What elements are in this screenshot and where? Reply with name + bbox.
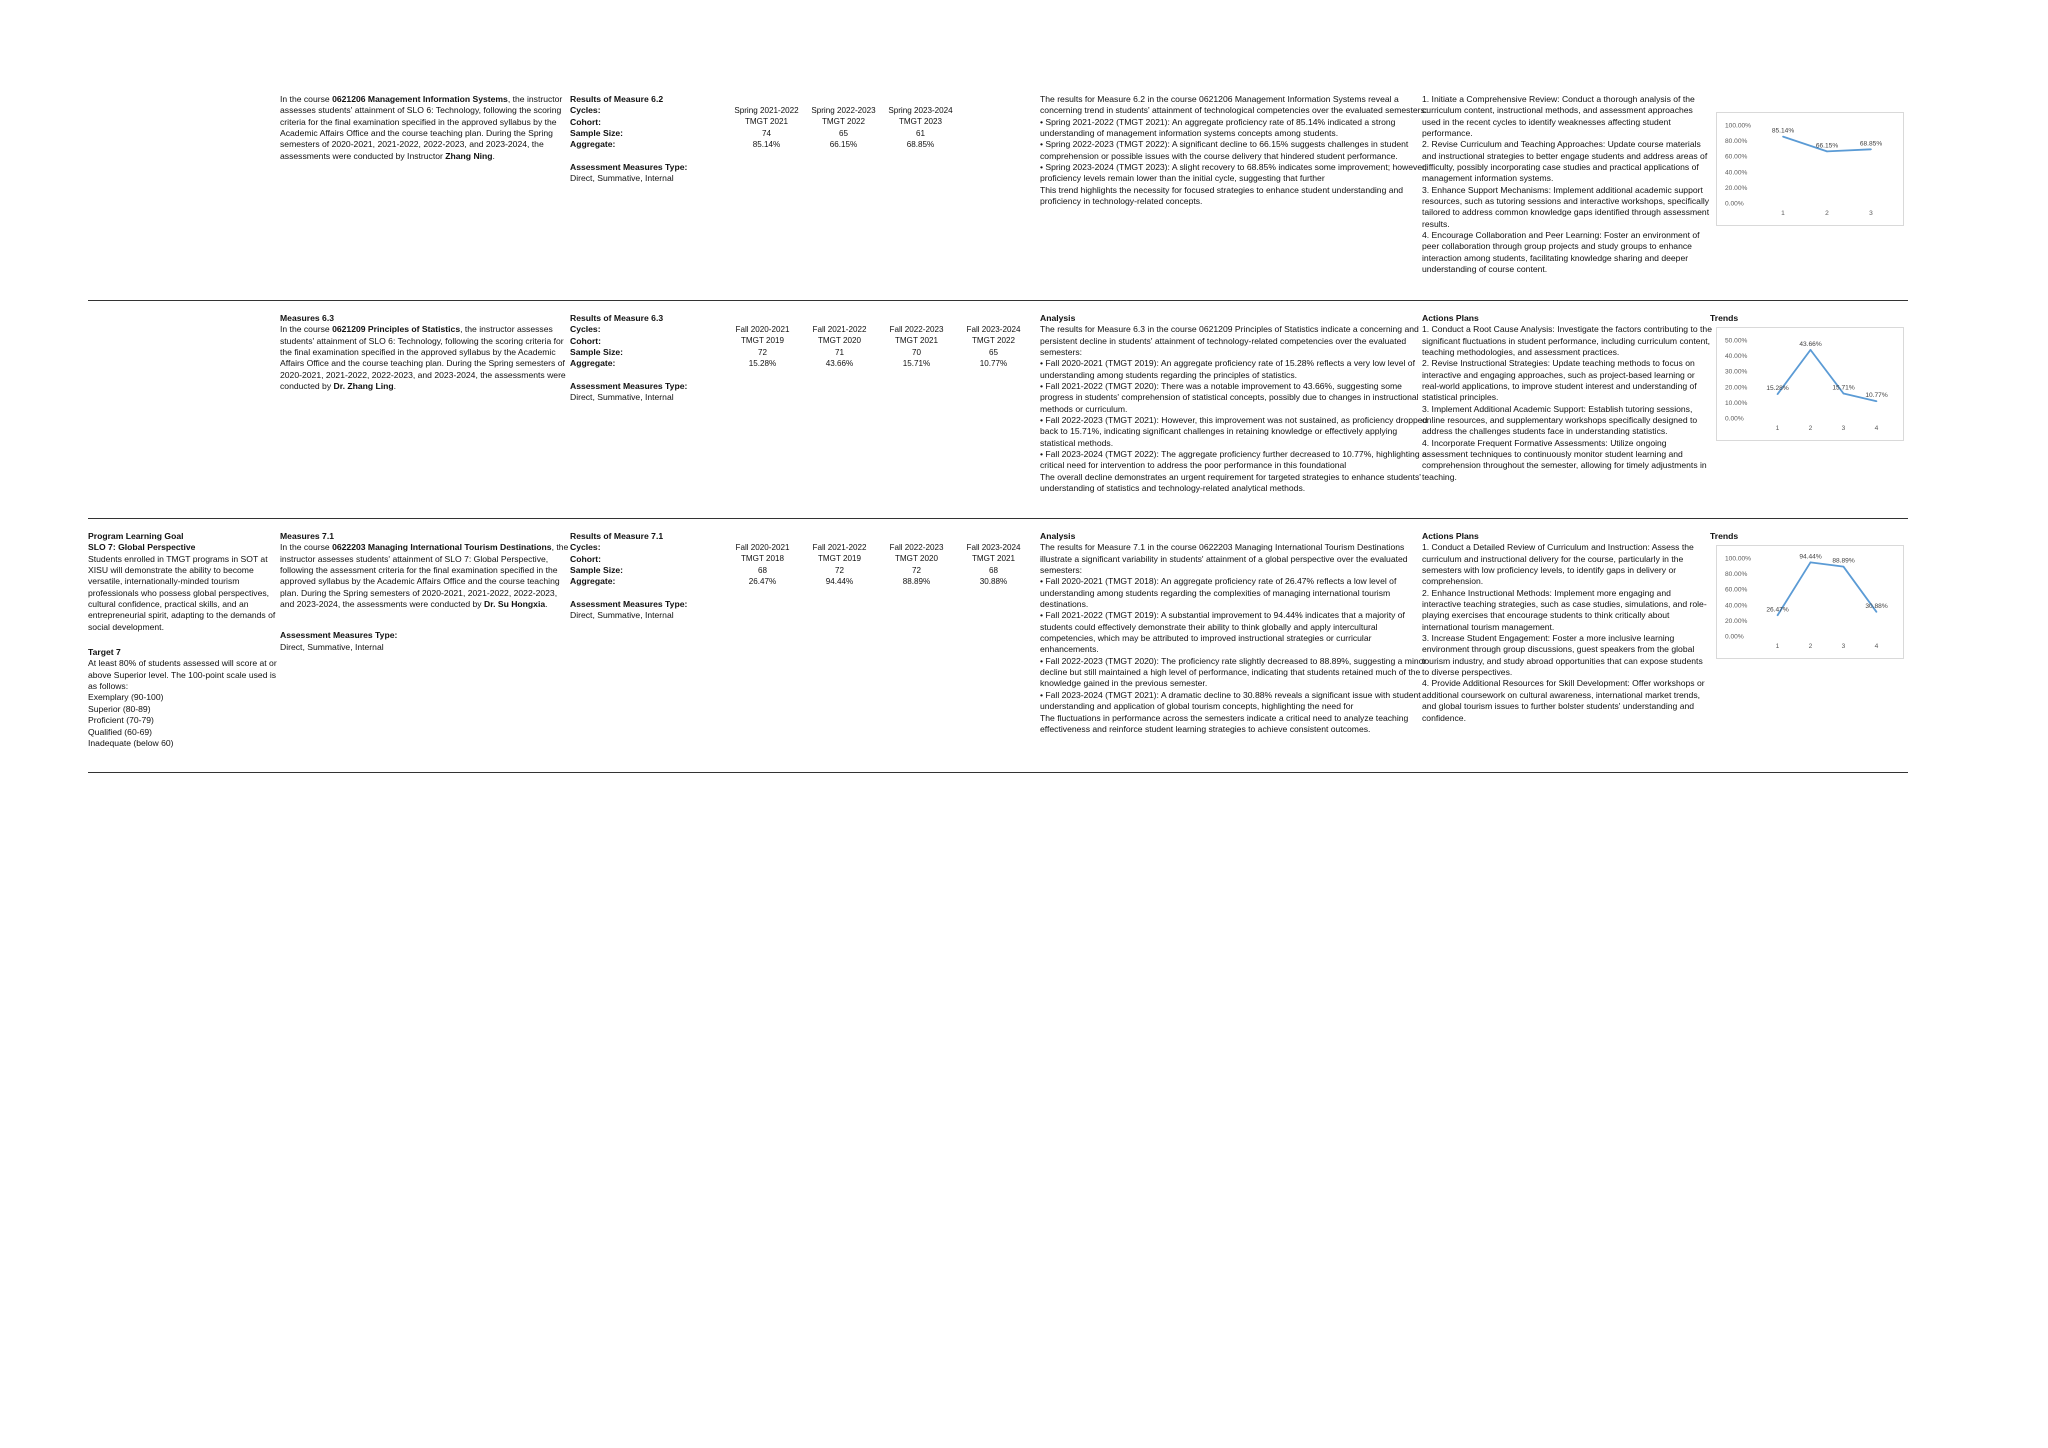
cycle-cell: Spring 2022-2023: [811, 106, 876, 115]
data-label: 26.47%: [1766, 606, 1789, 614]
data-point: [1810, 349, 1812, 351]
x-tick-label: 1: [1781, 210, 1785, 217]
data-label: 43.66%: [1799, 340, 1822, 348]
data-point: [1843, 393, 1845, 395]
cycle-cell: Fall 2023-2024: [966, 325, 1021, 334]
trends-title: Trends: [1710, 313, 1739, 323]
data-point: [1876, 400, 1878, 402]
y-tick-label: 0.00%: [1725, 200, 1744, 208]
aggregate-cell: 43.66%: [825, 359, 854, 369]
y-tick-label: 20.00%: [1725, 617, 1748, 625]
aggregate-label: Aggregate:: [570, 576, 616, 587]
assessment-type-title: Assessment Measures Type:: [280, 630, 398, 641]
analysis-paragraph: The overall decline demonstrates an urgent requirement for targeted strategies to enhance students' understanding of statistics and technology-related analytical methods.: [1040, 471, 1421, 494]
action-item: 2. Enhance Instructional Methods: Implement more engaging and interactive teaching strategies, such as case studies, simulations, and role-playing exercises that encourage students to think critically about international tourism management.: [1422, 587, 1707, 632]
trends-title: Trends: [1710, 531, 1739, 541]
data-label: 10.77%: [1865, 392, 1888, 400]
aggregate-cell: 94.44%: [825, 577, 854, 587]
trend-chart: [1716, 112, 1904, 226]
data-point: [1777, 393, 1779, 395]
y-tick-label: 100.00%: [1725, 122, 1752, 130]
sample-cell: 65: [838, 128, 848, 138]
cohort-cell: TMGT 2022: [971, 336, 1016, 346]
aggregate-cell: 88.89%: [902, 577, 931, 587]
measure-text: , the instructor assesses students' attainment of SLO 6: Technology, following the scoring criteria for the final examination specified in the approved syllabus by the Academic Affairs Office and the course teaching plan. During the Spring semesters of 2020-2021, 2021-2022, 2022-2023, and 2023-2024, the assessments were conducted by Instructor: [280, 94, 563, 161]
data-point: [1843, 566, 1845, 568]
aggregate-cell: 15.71%: [902, 359, 931, 369]
scale-item: Proficient (70-79): [88, 715, 154, 726]
trend-chart-svg: [1717, 546, 1903, 658]
data-label: 85.14%: [1771, 127, 1795, 135]
x-tick-label: 2: [1808, 643, 1813, 650]
target-title: Target 7: [88, 647, 121, 658]
action-item: 1. Conduct a Root Cause Analysis: Investigate the factors contributing to the significant fluctuations in student performance, including curriculum content, teaching methodologies, and assessment practices.: [1422, 324, 1712, 358]
goal-title: Program Learning Goal: [88, 531, 184, 541]
slo-title: SLO 7: Global Perspective: [88, 542, 196, 553]
action-item: 1. Conduct a Detailed Review of Curriculum and Instruction: Assess the curriculum and instructional delivery for the course, particularly in the semesters with low proficiency levels, to identify gaps in delivery or comprehension.: [1422, 542, 1694, 587]
data-label: 66.15%: [1815, 142, 1839, 150]
sample-cell: 72: [757, 347, 767, 357]
trend-chart: [1716, 327, 1904, 441]
series-line: [1778, 562, 1877, 615]
analysis-paragraph: • Fall 2020-2021 (TMGT 2019): An aggregate proficiency rate of 15.28% reflects a very low level of understanding among students regarding the principles of statistics.: [1040, 358, 1415, 380]
data-label: 68.85%: [1859, 140, 1883, 148]
analysis-title: Analysis: [1040, 531, 1076, 541]
measure-text: In the course: [280, 94, 333, 104]
actions-section: [1422, 313, 1712, 483]
goal-text: Students enrolled in TMGT programs in SOT at XISU will demonstrate the ability to become versatile, internationally-minded tourism professionals who possess global perspectives, cultural confidence, practical skills, and an entrepreneurial spirit, adapting to the demands of social development.: [88, 553, 276, 632]
analysis-paragraph: • Fall 2021-2022 (TMGT 2020): There was a notable improvement to 43.66%, suggesting some progress in students' comprehension of statistical concepts, possibly due to changes in instructional methods or curriculum.: [1040, 381, 1419, 414]
action-item: 2. Revise Curriculum and Teaching Approaches: Update course materials and instructional strategies to better engage students and address areas of difficulty, possibly incorporating case studies and practical applications of management information systems.: [1422, 139, 1708, 184]
analysis-paragraph: • Fall 2022-2023 (TMGT 2021): However, this improvement was not sustained, as proficiency dropped back to 15.71%, indicating significant challenges in retaining knowledge or effectively applying statistical methods.: [1040, 415, 1428, 448]
sample-cell: 70: [911, 347, 921, 357]
x-tick-label: 4: [1874, 643, 1879, 650]
sample-cell: 72: [834, 565, 844, 575]
data-point: [1777, 615, 1779, 617]
scale-item: Inadequate (below 60): [88, 737, 174, 748]
y-tick-label: 20.00%: [1725, 184, 1748, 192]
course-name: 0621206 Management Information Systems: [332, 94, 508, 104]
measure-text: , the instructor assesses students' attainment of SLO 7: Global Perspective, following the assessment criteria for the final examination specified in the approved syllabus by the Academic Affairs Office and the course teaching plan. During the Spring semesters of 2020-2021, 2021-2022, 2022-2023, and 2023-2024, the assessments were conducted by: [280, 542, 569, 610]
data-point: [1870, 148, 1872, 150]
cohort-label: Cohort:: [570, 116, 602, 127]
aggregate-cell: 26.47%: [748, 577, 777, 587]
measure-6-3-row: [88, 313, 1908, 513]
action-item: 4. Incorporate Frequent Formative Assessments: Utilize ongoing assessment techniques to continuously monitor student learning and comprehension throughout the semester, allowing for timely adjustments in teaching.: [1422, 437, 1707, 482]
action-item: 3. Enhance Support Mechanisms: Implement additional academic support resources, such as tutoring sessions and interactive workshops, specifically tailored to address common knowledge gaps identified through assessment results.: [1422, 184, 1710, 229]
cycle-cell: Spring 2023-2024: [888, 106, 953, 115]
analysis-paragraph: • Fall 2021-2022 (TMGT 2019): A substantial improvement to 94.44% indicates that a majority of students could effectively demonstrate their ability to think globally and apply intercultural competencies, which may be attributed to improved instructional strategies or curricular enhancements.: [1040, 610, 1405, 655]
series-line: [1778, 350, 1877, 401]
results-title: Results of Measure 6.2: [570, 94, 664, 104]
aggregate-label: Aggregate:: [570, 139, 616, 150]
scale-item: Qualified (60-69): [88, 726, 153, 737]
row-divider: [88, 518, 1908, 519]
cohort-cell: TMGT 2021: [971, 554, 1016, 564]
x-tick-label: 2: [1808, 425, 1813, 432]
course-name: 0621209 Principles of Statistics: [332, 324, 461, 335]
measure-6-2-row: [88, 94, 1908, 284]
actions-title: Actions Plans: [1422, 313, 1479, 323]
analysis-paragraph: • Fall 2023-2024 (TMGT 2021): A dramatic decline to 30.88% reveals a significant issue with student understanding and application of global tourism concepts, highlighting the need for: [1040, 689, 1421, 712]
y-tick-label: 40.00%: [1725, 602, 1748, 610]
sample-cell: 61: [915, 128, 925, 138]
y-tick-label: 0.00%: [1725, 415, 1744, 423]
cycle-cell: Fall 2020-2021: [735, 543, 790, 552]
aggregate-cell: 10.77%: [979, 359, 1008, 369]
x-tick-label: 3: [1841, 643, 1846, 650]
action-item: 3. Implement Additional Academic Support: Establish tutoring sessions, online resources, and supplementary workshops specifically designed to address the challenges students face in understanding statistics.: [1422, 403, 1698, 437]
cohort-cell: TMGT 2020: [817, 336, 862, 346]
measure-7-1-row: [88, 531, 1908, 771]
measure-text: , the instructor assesses students' attainment of SLO 6: Technology, following the scoring criteria for the final examination specified in the approved syllabus by the Academic Affairs Office and the course teaching plan. During the Spring semesters of 2020-2021, 2021-2022, 2022-2023, and 2023-2024, the assessments were conducted by: [280, 324, 566, 392]
x-tick-label: 3: [1841, 425, 1846, 432]
action-item: 1. Initiate a Comprehensive Review: Conduct a thorough analysis of the curriculum content, instructional methods, and assessment approaches used in the recent cycles to identify weaknesses affecting student performance.: [1422, 94, 1695, 139]
analysis-paragraph: • Spring 2022-2023 (TMGT 2022): A significant decline to 66.15% suggests challenges in student comprehension or possible issues with the course delivery that hindered student performance.: [1040, 139, 1409, 161]
instructor-name: Dr. Zhang Ling: [333, 381, 394, 392]
measure-text: In the course: [280, 324, 333, 335]
y-tick-label: 50.00%: [1725, 337, 1748, 345]
actions-section: [1422, 94, 1712, 276]
cycle-cell: Fall 2020-2021: [735, 325, 790, 334]
course-name: 0622203 Managing International Tourism Destinations: [332, 542, 552, 553]
analysis-paragraph: The fluctuations in performance across the semesters indicate a critical need to analyze teaching effectiveness and reinforce student learning strategies to achieve consistent outcomes.: [1040, 712, 1409, 734]
assessment-type-value: Direct, Summative, Internal: [570, 173, 674, 184]
assessment-type-value: Direct, Summative, Internal: [280, 641, 384, 652]
measure-description: [280, 94, 570, 162]
action-item: 4. Encourage Collaboration and Peer Learning: Foster an environment of peer collaboration through group projects and study groups to enhance interaction among students, facilitating knowledge sharing and deeper understanding of course content.: [1422, 230, 1700, 275]
cohort-cell: TMGT 2018: [740, 554, 785, 564]
actions-title: Actions Plans: [1422, 531, 1479, 541]
row-divider: [88, 772, 1908, 773]
measure-description: [280, 531, 570, 653]
sample-size-label: Sample Size:: [570, 128, 624, 139]
assessment-type-value: Direct, Summative, Internal: [570, 610, 674, 621]
data-label: 88.89%: [1832, 557, 1855, 565]
cycles-label: Cycles:: [570, 105, 601, 116]
analysis-paragraph: • Fall 2023-2024 (TMGT 2022): The aggregate proficiency further decreased to 10.77%, highlighting a critical need for intervention to address the poor performance in this foundational: [1040, 449, 1427, 471]
scale-item: Superior (80-89): [88, 703, 151, 714]
assessment-type-title: Assessment Measures Type:: [570, 598, 688, 609]
x-tick-label: 1: [1775, 643, 1780, 650]
results-title: Results of Measure 6.3: [570, 313, 664, 323]
analysis-paragraph: • Fall 2022-2023 (TMGT 2020): The proficiency rate slightly decreased to 88.89%, suggesting a minor decline but still maintained a high level of performance, indicating that students retained much of the knowledge gained in the previous semester.: [1040, 655, 1427, 689]
analysis-title: Analysis: [1040, 313, 1076, 323]
program-goal: [88, 531, 280, 749]
sample-cell: 71: [834, 347, 844, 357]
analysis-paragraph: • Spring 2023-2024 (TMGT 2023): A slight recovery to 68.85% indicates some improvement; however, proficiency levels remain lower than the initial cycle, suggesting that further: [1040, 162, 1427, 184]
results-title: Results of Measure 7.1: [570, 531, 664, 541]
y-tick-label: 60.00%: [1725, 153, 1748, 161]
x-tick-label: 1: [1775, 425, 1780, 432]
y-tick-label: 100.00%: [1725, 555, 1752, 563]
actions-section: [1422, 531, 1712, 724]
y-tick-label: 60.00%: [1725, 586, 1748, 594]
analysis-paragraph: This trend highlights the necessity for focused strategies to enhance student understanding and proficiency in technology-related concepts.: [1040, 184, 1404, 207]
y-tick-label: 20.00%: [1725, 384, 1748, 392]
y-tick-label: 0.00%: [1725, 633, 1744, 641]
action-item: 2. Revise Instructional Strategies: Update teaching methods to focus on interactive and engaging approaches, such as project-based learning or real-world applications, to improve student interest and understanding of statistical principles.: [1422, 358, 1697, 403]
analysis-paragraph: The results for Measure 6.3 in the course 0621209 Principles of Statistics indicate a concerning and persistent decline in students' attainment of technology-related competencies over the evaluated semesters:: [1040, 324, 1419, 358]
sample-size-label: Sample Size:: [570, 565, 624, 576]
x-tick-label: 2: [1825, 210, 1829, 217]
measures-title: Measures 7.1: [280, 531, 334, 541]
trend-chart: [1716, 545, 1904, 659]
data-point: [1826, 151, 1828, 153]
analysis-paragraph: The results for Measure 7.1 in the course 0622203 Managing International Tourism Destinations illustrate a significant variability in students' attainment of a global perspective over the evaluated semesters:: [1040, 542, 1408, 576]
data-point: [1810, 562, 1812, 564]
aggregate-cell: 68.85%: [906, 140, 935, 150]
cycles-label: Cycles:: [570, 542, 601, 553]
cohort-cell: TMGT 2021: [894, 336, 939, 346]
aggregate-cell: 15.28%: [748, 359, 777, 369]
cohort-cell: TMGT 2022: [821, 117, 866, 127]
action-item: 3. Increase Student Engagement: Foster a more inclusive learning environment through group discussions, guest speakers from the global tourism industry, and study abroad opportunities that can expose students to diverse perspectives.: [1422, 633, 1703, 678]
y-tick-label: 40.00%: [1725, 169, 1748, 177]
analysis-paragraph: • Spring 2021-2022 (TMGT 2021): An aggregate proficiency rate of 85.14% indicated a strong understanding of management information systems concepts among students.: [1040, 116, 1396, 139]
scale-item: Exemplary (90-100): [88, 692, 164, 703]
analysis-paragraph: The results for Measure 6.2 in the course 0621206 Management Information Systems reveal a concerning trend in students' attainment of technological competencies over the evaluated semesters:: [1040, 94, 1428, 116]
analysis-section: [1040, 94, 1430, 207]
data-point: [1876, 611, 1878, 613]
cycles-label: Cycles:: [570, 324, 601, 335]
sample-cell: 68: [757, 565, 767, 575]
measure-text: .: [545, 599, 548, 610]
sample-cell: 74: [761, 128, 771, 138]
analysis-section: [1040, 313, 1430, 495]
sample-cell: 72: [911, 565, 921, 575]
trend-chart-svg: [1717, 113, 1903, 225]
aggregate-cell: 66.15%: [829, 140, 858, 150]
y-tick-label: 30.00%: [1725, 368, 1748, 376]
measure-description: [280, 313, 570, 392]
cycle-cell: Fall 2022-2023: [889, 543, 944, 552]
aggregate-cell: 30.88%: [979, 577, 1008, 587]
instructor-name: Dr. Su Hongxia: [484, 599, 546, 610]
assessment-type-value: Direct, Summative, Internal: [570, 392, 674, 403]
trend-chart-svg: [1717, 328, 1903, 440]
measure-text: .: [393, 381, 397, 392]
aggregate-cell: 85.14%: [752, 140, 781, 150]
x-tick-label: 3: [1869, 210, 1873, 217]
data-label: 15.28%: [1766, 385, 1789, 393]
data-label: 30.88%: [1865, 602, 1888, 610]
data-label: 94.44%: [1799, 553, 1822, 561]
y-tick-label: 40.00%: [1725, 353, 1748, 361]
x-tick-label: 4: [1874, 425, 1879, 432]
cycle-cell: Fall 2022-2023: [889, 325, 944, 334]
cohort-cell: TMGT 2020: [894, 554, 939, 564]
instructor-name: Zhang Ning: [445, 150, 493, 161]
cohort-label: Cohort:: [570, 335, 602, 346]
cohort-cell: TMGT 2023: [898, 117, 943, 127]
row-divider: [88, 300, 1908, 301]
cohort-label: Cohort:: [570, 553, 602, 564]
sample-size-label: Sample Size:: [570, 347, 624, 358]
assessment-type-title: Assessment Measures Type:: [570, 161, 688, 172]
data-point: [1782, 136, 1784, 138]
trends-section: [1710, 531, 1908, 650]
cohort-cell: TMGT 2019: [817, 554, 862, 564]
y-tick-label: 80.00%: [1725, 138, 1748, 146]
measure-text: In the course: [280, 542, 333, 553]
sample-cell: 65: [988, 347, 998, 357]
measures-title: Measures 6.3: [280, 313, 334, 323]
data-label: 15.71%: [1832, 384, 1855, 392]
target-text: At least 80% of students assessed will score at or above Superior level. The 100-point scale used is as follows:: [88, 658, 277, 692]
y-tick-label: 10.00%: [1725, 399, 1748, 407]
action-item: 4. Provide Additional Resources for Skill Development: Offer workshops or additional coursework on cultural awareness, international market trends, and global tourism issues to further bolster students' understanding and confidence.: [1422, 678, 1705, 723]
measure-text: .: [492, 150, 495, 161]
cycle-cell: Fall 2021-2022: [812, 325, 867, 334]
cycle-cell: Spring 2021-2022: [734, 106, 799, 115]
assessment-type-title: Assessment Measures Type:: [570, 380, 688, 391]
analysis-section: [1040, 531, 1430, 735]
sample-cell: 68: [988, 565, 998, 575]
trends-section: [1710, 313, 1908, 432]
cohort-cell: TMGT 2021: [744, 117, 789, 127]
cohort-cell: TMGT 2019: [740, 336, 785, 346]
cycle-cell: Fall 2023-2024: [966, 543, 1021, 552]
y-tick-label: 80.00%: [1725, 571, 1748, 579]
aggregate-label: Aggregate:: [570, 358, 616, 369]
cycle-cell: Fall 2021-2022: [812, 543, 867, 552]
analysis-paragraph: • Fall 2020-2021 (TMGT 2018): An aggregate proficiency rate of 26.47% reflects a low level of understanding among students regarding the complexities of managing international tourism destinations.: [1040, 576, 1397, 610]
